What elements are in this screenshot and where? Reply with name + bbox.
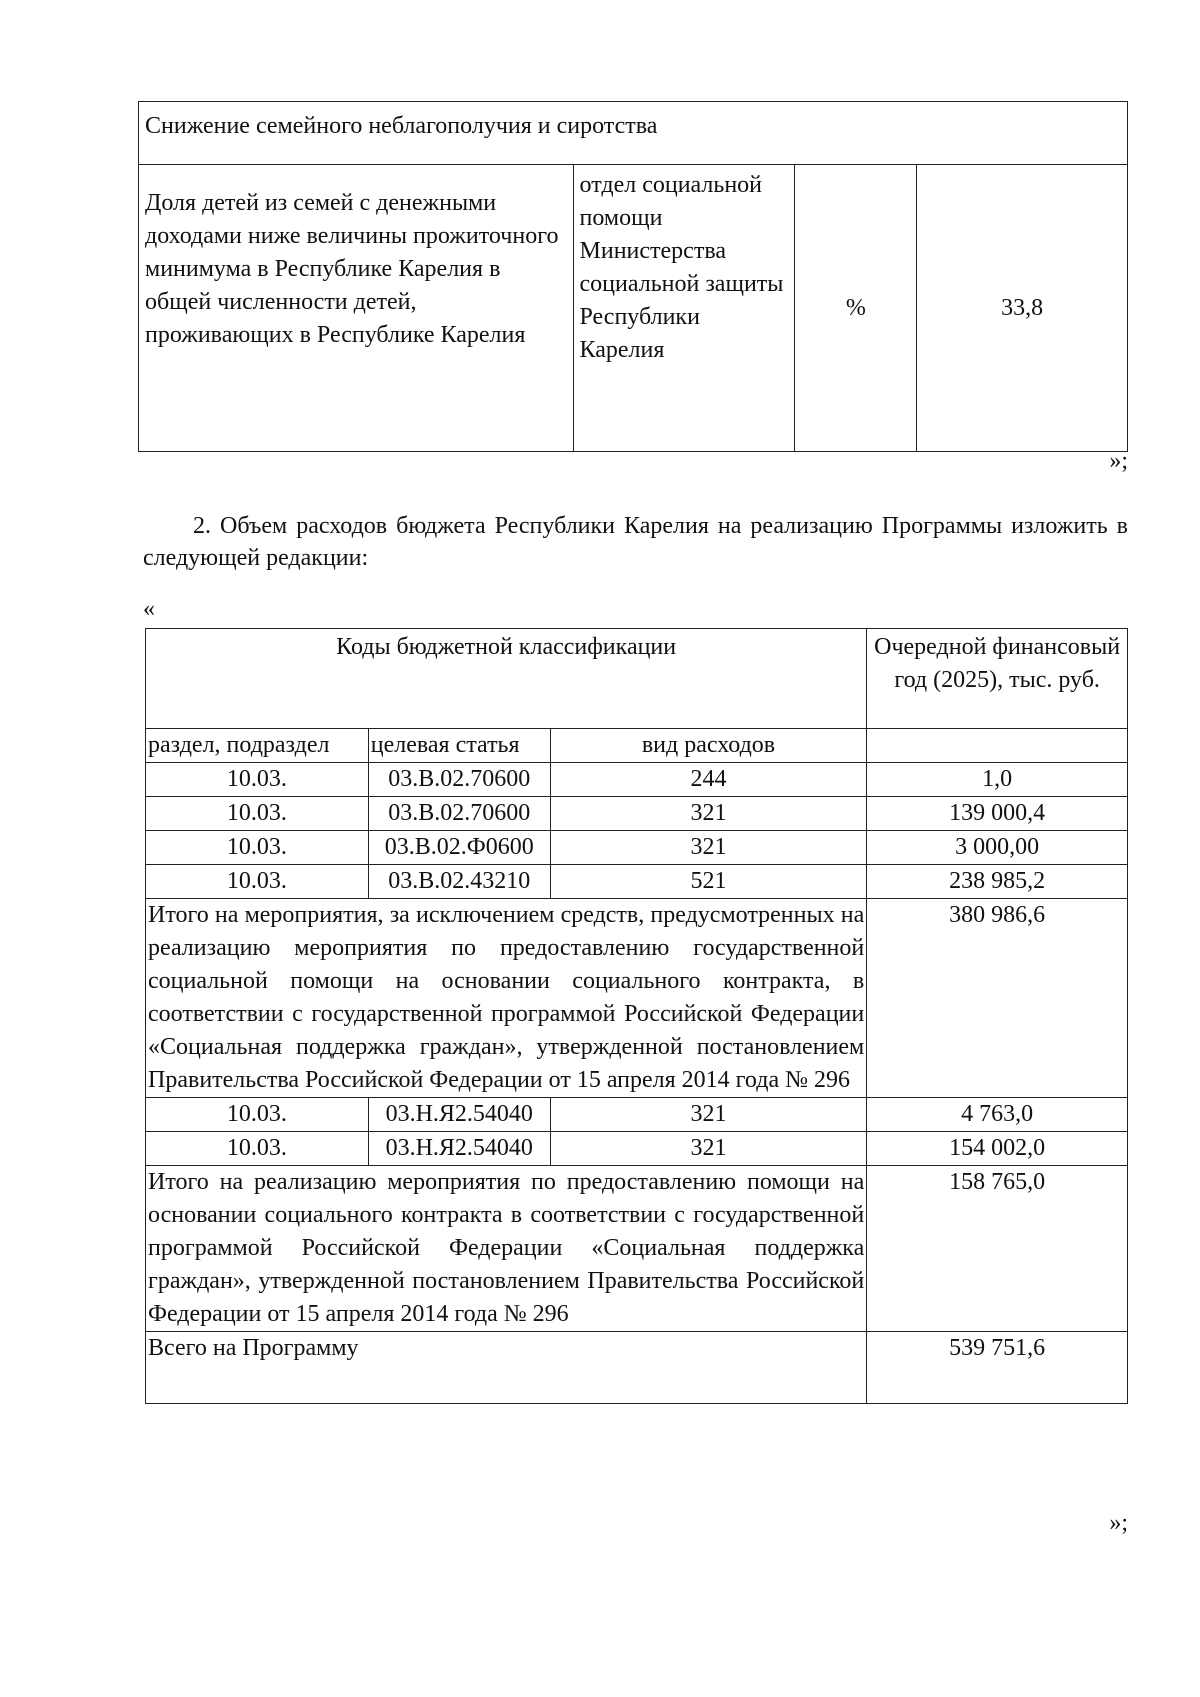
cell-type: 321 [550, 797, 867, 831]
col-header-type: вид расходов [550, 729, 867, 763]
table-row [146, 1132, 1128, 1166]
cell-amount: 238 985,2 [867, 865, 1128, 899]
responsible-department: отдел социальной помощи Министерства социальной защиты Республики Карелия [573, 165, 795, 452]
cell-type: 321 [550, 1132, 867, 1166]
cell-section: 10.03. [146, 1098, 369, 1132]
table-row [146, 797, 1128, 831]
header-fiscal-year: Очередной финансовый год (2025), тыс. руб. [867, 629, 1128, 729]
cell-target: 03.В.02.70600 [368, 763, 550, 797]
closing-quote-1: »; [1109, 448, 1128, 474]
table-row [146, 1098, 1128, 1132]
subtotal-a-amount: 380 986,6 [867, 899, 1128, 1098]
col-header-section: раздел, подраздел [146, 729, 369, 763]
header-budget-codes: Коды бюджетной классификации [146, 629, 867, 729]
cell-target: 03.В.02.Ф0600 [368, 831, 550, 865]
cell-section: 10.03. [146, 865, 369, 899]
cell-amount: 1,0 [867, 763, 1128, 797]
opening-quote: « [143, 596, 155, 622]
subtotal-b-text: Итого на реализацию мероприятия по предоставлению помощи на основании социального контракта в соответствии с государственной программой Российской Федерации «Социальная поддержка граждан», утвержденной постановлением Правительства Российской Федерации от 15 апреля 2014 года № 296 [146, 1166, 867, 1332]
cell-section: 10.03. [146, 763, 369, 797]
cell-type: 321 [550, 1098, 867, 1132]
section-title: Снижение семейного неблагополучия и сиротства [139, 102, 1128, 165]
cell-section: 10.03. [146, 1132, 369, 1166]
total-amount: 539 751,6 [867, 1332, 1128, 1404]
cell-type: 321 [550, 831, 867, 865]
table-row [146, 831, 1128, 865]
indicator-name: Доля детей из семей с денежными доходами ниже величины прожиточного минимума в Республике Карелия в общей численности детей, проживающих в Республике Карелия [139, 165, 574, 452]
total-text: Всего на Программу [146, 1332, 867, 1404]
col-header-target: целевая статья [368, 729, 550, 763]
cell-section: 10.03. [146, 797, 369, 831]
cell-section: 10.03. [146, 831, 369, 865]
closing-quote-2: »; [1109, 1510, 1128, 1536]
cell-target: 03.Н.Я2.54040 [368, 1098, 550, 1132]
subtotal-a-text: Итого на мероприятия, за исключением средств, предусмотренных на реализацию мероприятия по предоставлению государственной социальной помощи на основании социального контракта, в соответствии с государственной программой Российской Федерации «Социальная поддержка граждан», утвержденной постановлением Правительства Российской Федерации от 15 апреля 2014 года № 296 [146, 899, 867, 1098]
cell-amount: 154 002,0 [867, 1132, 1128, 1166]
col-header-amount-empty [867, 729, 1128, 763]
cell-amount: 139 000,4 [867, 797, 1128, 831]
table-row [146, 763, 1128, 797]
cell-type: 244 [550, 763, 867, 797]
cell-target: 03.В.02.70600 [368, 797, 550, 831]
subtotal-b-amount: 158 765,0 [867, 1166, 1128, 1332]
cell-amount: 4 763,0 [867, 1098, 1128, 1132]
indicator-value: 33,8 [917, 165, 1128, 452]
budget-table [145, 628, 1128, 1404]
cell-target: 03.Н.Я2.54040 [368, 1132, 550, 1166]
indicator-table [138, 101, 1128, 452]
cell-target: 03.В.02.43210 [368, 865, 550, 899]
cell-amount: 3 000,00 [867, 831, 1128, 865]
cell-type: 521 [550, 865, 867, 899]
paragraph-2: 2. Объем расходов бюджета Республики Карелия на реализацию Программы изложить в следующей редакции: [143, 513, 1128, 571]
table-row [146, 865, 1128, 899]
indicator-unit: % [795, 165, 917, 452]
